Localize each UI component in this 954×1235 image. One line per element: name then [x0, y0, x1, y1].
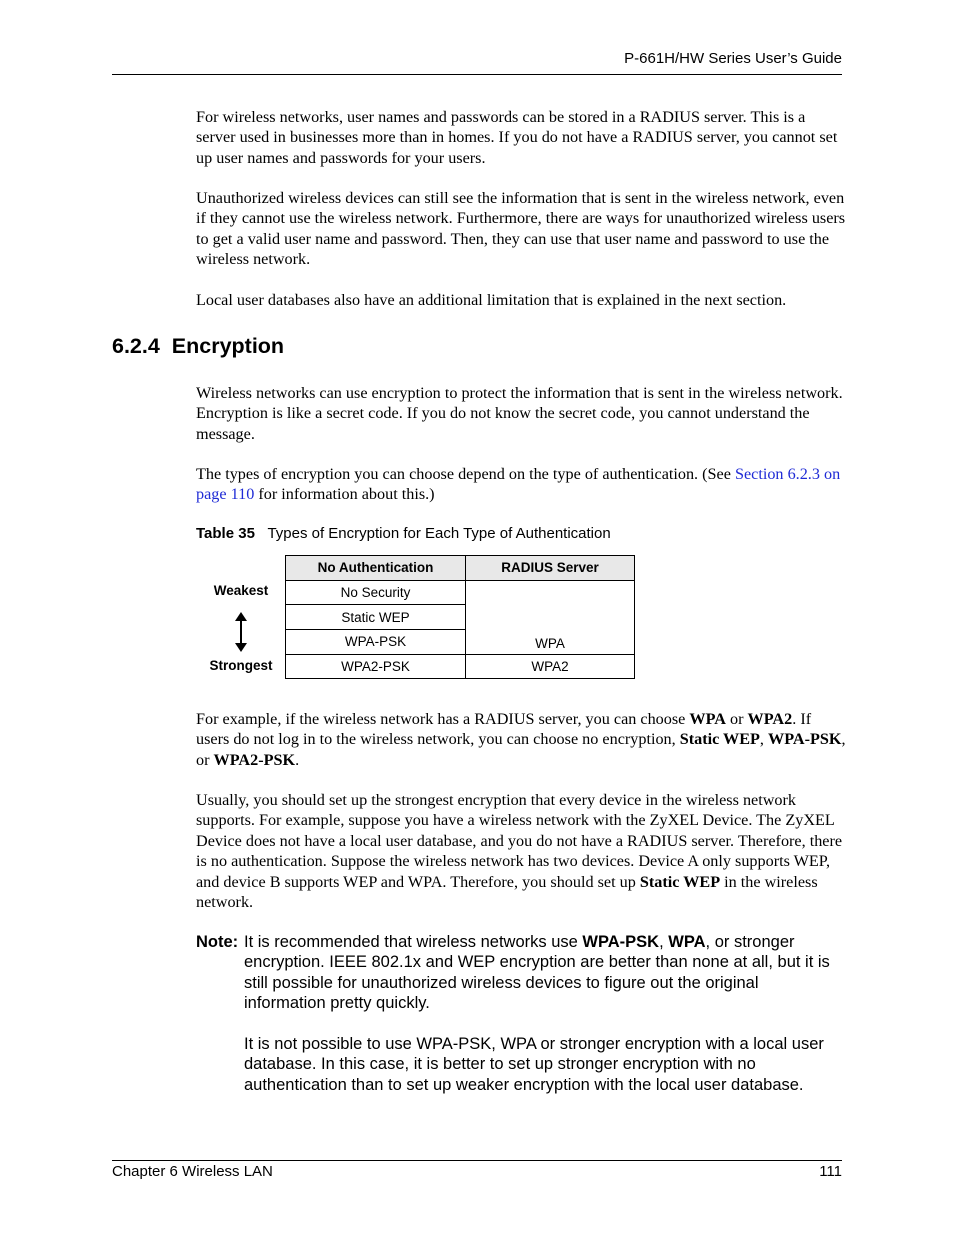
page-number: 111: [819, 1163, 842, 1180]
strongest-label: Strongest: [209, 658, 273, 673]
section-title: Encryption: [171, 334, 285, 358]
text: For example, if the wireless network has a RADIUS server, you can choose: [196, 710, 690, 728]
table-cell: Static WEP: [286, 605, 466, 630]
text: . If users do not log in to the wireless network, you can choose no encryption,: [196, 710, 812, 749]
weakest-label: Weakest: [213, 583, 269, 598]
note-paragraph: [244, 932, 844, 1014]
bold-term: Static WEP: [639, 872, 721, 891]
bold-term: Static WEP: [679, 730, 760, 749]
text: .: [295, 750, 300, 769]
table-cell: WPA: [466, 580, 635, 654]
text: ,: [759, 730, 769, 749]
section-link[interactable]: Section 6.2.3 on page 110: [196, 465, 841, 504]
bold-term: WPA-PSK: [582, 933, 660, 951]
table-row: [286, 654, 635, 679]
text: Usually, you should set up the strongest encryption that every device in the wireless network supports. For example, suppose you have a wireless network with the ZyXEL Device. The ZyXEL Device does not have a local user database, and you do not have a RADIUS server. Therefore, there is no authentication. Suppose the wireless network has two devices. Device A only supports WEP, and device B supports WEP and WPA. Therefore, you should set up: [196, 791, 843, 891]
header-rule: [112, 74, 842, 75]
paragraph-radius-storage: For wireless networks, user names and passwords can be stored in a RADIUS server. This is a server used in businesses more than in homes. If you do not have a RADIUS server, you cannot set up user names and passwords for your users.: [196, 108, 838, 167]
table-caption-text: Types of Encryption for Each Type of Authentication: [267, 525, 611, 542]
text: for information about this.): [254, 485, 435, 504]
bold-term: WPA: [668, 933, 706, 951]
table-cell: WPA2: [466, 654, 635, 679]
table-row: [286, 580, 635, 605]
text: in the wireless network.: [196, 872, 818, 912]
table-caption-label: Table 35: [196, 525, 255, 542]
paragraph-local-db-limitation: Local user databases also have an additional limitation that is explained in the next section.: [196, 291, 787, 309]
table-header-cell: No Authentication: [286, 556, 466, 581]
footer-chapter: Chapter 6 Wireless LAN: [112, 1163, 273, 1180]
table-header-row: [286, 556, 635, 581]
note-body: [244, 932, 844, 1095]
paragraph-example-radius: [196, 709, 846, 770]
paragraph-encryption-types: [196, 464, 846, 505]
text: It is recommended that wireless networks use: [244, 933, 583, 951]
text: ,: [659, 933, 669, 951]
note-label: Note:: [196, 933, 239, 951]
footer-rule: [112, 1160, 842, 1161]
table-caption: [196, 525, 611, 542]
table-header-cell: RADIUS Server: [466, 556, 635, 581]
note-paragraph: It is not possible to use WPA-PSK, WPA or stronger encryption with a local user database. In this case, it is better to set up stronger encryption with no authentication than to set up weaker encryption with the local user database.: [244, 1035, 824, 1094]
double-arrow-icon: [234, 612, 248, 652]
text: , or: [196, 730, 846, 769]
section-number: 6.2.4: [112, 334, 160, 358]
running-header-title: P-661H/HW Series User’s Guide: [624, 50, 842, 67]
paragraph-encryption-intro: Wireless networks can use encryption to protect the information that is sent in the wireless network. Encryption is like a secret code. If you do not know the secret code, you cannot understand the message.: [196, 384, 843, 443]
bold-term: WPA-PSK: [768, 730, 842, 749]
table-cell: WPA-PSK: [286, 630, 466, 655]
text: , or stronger encryption. IEEE 802.1x and WEP encryption are better than none at all, but it is still possible for unauthorized wireless devices to figure out the original information pretty quickly.: [244, 933, 830, 1013]
bold-term: WPA: [689, 710, 726, 728]
paragraph-strongest-encryption: [196, 790, 846, 912]
bold-term: WPA2-PSK: [213, 750, 296, 769]
text: The types of encryption you can choose depend on the type of authentication. (See: [196, 465, 735, 483]
encryption-table: [285, 555, 635, 679]
table-cell: WPA2-PSK: [286, 654, 466, 679]
section-heading: [112, 334, 284, 359]
text: or: [725, 710, 748, 728]
paragraph-unauthorized-devices: Unauthorized wireless devices can still see the information that is sent in the wireless network, even if they cannot use the wireless network. Furthermore, there are ways for unauthorized wireless users to get a valid user name and password. Then, they can use that user name and password to use the wireless network.: [196, 189, 846, 269]
bold-term: WPA2: [747, 710, 793, 728]
table-cell: No Security: [286, 580, 466, 605]
